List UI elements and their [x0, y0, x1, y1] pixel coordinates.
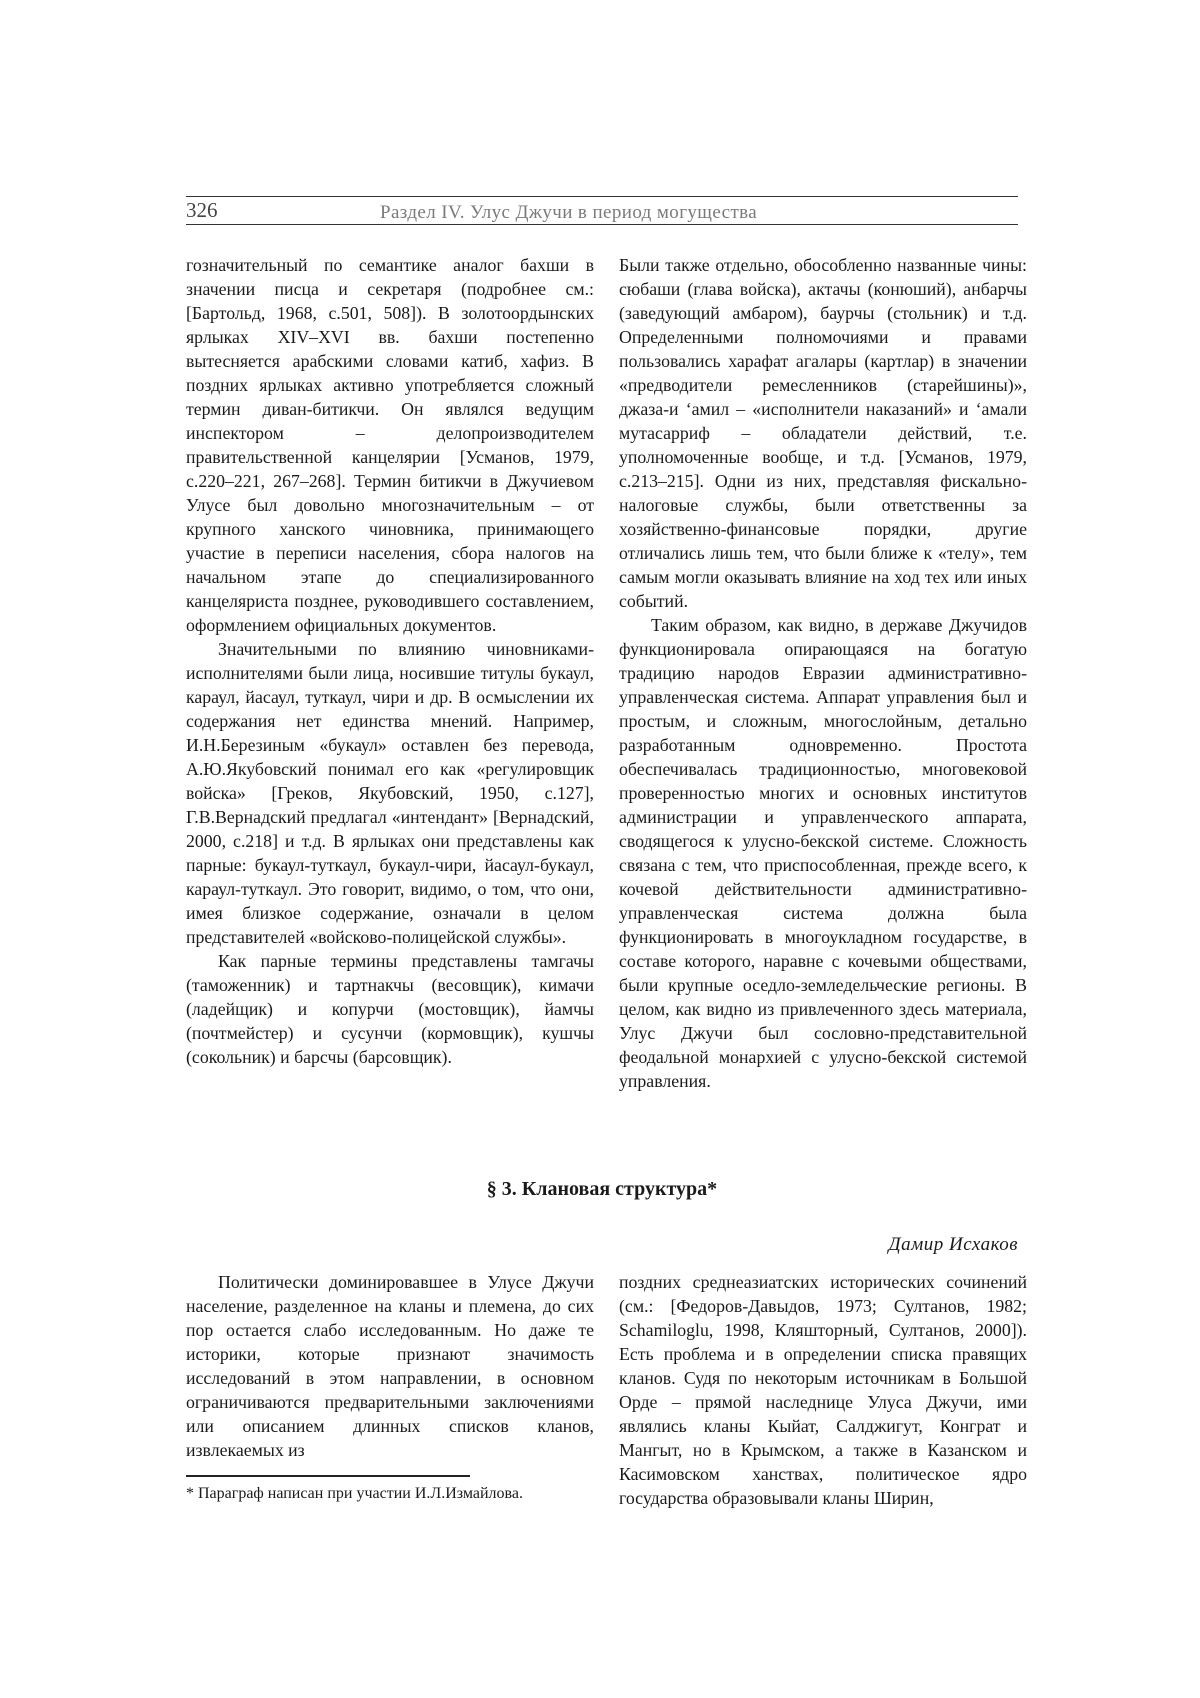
header-rule-top [186, 196, 1018, 197]
right-column [619, 253, 1027, 1093]
header-rule-bottom [186, 224, 1018, 225]
section-author: Дамир Исхаков [888, 1234, 1018, 1255]
left-column [186, 253, 594, 1069]
lower-right-column [619, 1270, 1027, 1510]
running-head: Раздел IV. Улус Джучи в период могущества [380, 202, 758, 223]
footnote: * Параграф написан при участии И.Л.Измайлова. [186, 1485, 523, 1502]
paragraph: поздних среднеазиатских исторических сочинений (см.: [Федоров-Давыдов, 1973; Султанов, 1982; Schamiloglu, 1998, Кляшторный, Султанов, 2000]). Есть проблема и в определении списка правящих кланов. Судя по некоторым источникам в Большой Орде – прямой наследнице Улуса Джучи, ими являлись кланы Кыйат, Салджигут, Конграт и Мангыт, но в Крымском, а также в Казанском и Касимовском ханствах, политическое ядро государства образовывали кланы Ширин, [619, 1272, 1027, 1508]
paragraph: Таким образом, как видно, в державе Джучидов функционировала опирающаяся на богатую традицию народов Евразии административно-управленческая система. Аппарат управления был и простым, и сложным, многослойным, детально разработанным одновременно. Простота обеспечивалась традиционностью, многовековой проверенностью многих и основных институтов администрации и управленческого аппарата, сводящегося к улусно-бекской системе. Сложность связана с тем, что приспособленная, прежде всего, к кочевой действительности административно-управленческая система должна была функционировать в многоукладном государстве, в составе которого, наравне с кочевыми обществами, были крупные оседло-земледельческие регионы. В целом, как видно из привлеченного здесь материала, Улус Джучи был сословно-представительной феодальной монархией с улусно-бекской системой управления. [619, 615, 1027, 1091]
paragraph: Значительными по влиянию чиновниками-исполнителями были лица, носившие титулы букаул, караул, йасаул, туткаул, чири и др. В осмыслении их содержания нет единства мнений. Например, И.Н.Березиным «букаул» оставлен без перевода, А.Ю.Якубовский понимал его как «регулировщик войска» [Греков, Якубовский, 1950, с.127], Г.В.Вернадский предлагал «интендант» [Вернадский, 2000, с.218] и т.д. В ярлыках они представлены как парные: букаул-туткаул, букаул-чири, йасаул-букаул, караул-туткаул. Это говорит, видимо, о том, что они, имея близкое содержание, означали в целом представителей «войсково-полицейской службы». [186, 639, 594, 947]
paragraph: гозначительный по семантике аналог бахши в значении писца и секретаря (подробнее см.: [Бартольд, 1968, с.501, 508]). В золотоордынских ярлыках XIV–XVI вв. бахши постепенно вытесняется арабскими словами катиб, хафиз. В поздних ярлыках активно употребляется сложный термин диван-битикчи. Он являлся ведущим инспектором – делопроизводителем правительственной канцелярии [Усманов, 1979, с.220–221, 267–268]. Термин битикчи в Джучиевом Улусе был довольно многозначительным – от крупного ханского чиновника, принимающего участие в переписи населения, сбора налогов на начальном этапе до специализированного канцеляриста позднее, руководившего составлением, оформлением официальных документов. [186, 255, 594, 635]
footnote-rule [186, 1475, 470, 1477]
lower-left-column [186, 1270, 594, 1462]
paragraph: Как парные термины представлены тамгачы (таможенник) и тартнакчы (весовщик), кимачи (ладейщик) и копурчи (мостовщик), йамчы (почтмейстер) и сусунчи (кормовщик), кушчы (сокольник) и барсчы (барсовщик). [186, 951, 594, 1067]
page-number: 326 [186, 198, 218, 222]
paragraph: Были также отдельно, обособленно названные чины: сюбаши (глава войска), актачы (конюший), анбарчы (заведующий амбаром), баурчы (стольник) и т.д. Определенными полномочиями и правами пользовались харафат агалары (картлар) в значении «предводители ремесленников (старейшины)», джаза-и ‘амил – «исполнители наказаний» и ‘амали мутасарриф – обладатели действий, т.е. уполномоченные вообще, и т.д. [Усманов, 1979, с.213–215]. Одни из них, представляя фискально-налоговые службы, были ответственны за хозяйственно-финансовые порядки, другие отличались лишь тем, что были ближе к «телу», тем самым могли оказывать влияние на ход тех или иных событий. [619, 255, 1027, 611]
paragraph: Политически доминировавшее в Улусе Джучи население, разделенное на кланы и племена, до сих пор остается слабо исследованным. Но даже те историки, которые признают значимость исследований в этом направлении, в основном ограничиваются предварительными заключениями или описанием длинных списков кланов, извлекаемых из [186, 1272, 594, 1460]
section-title: § 3. Клановая структура* [486, 1178, 718, 1200]
